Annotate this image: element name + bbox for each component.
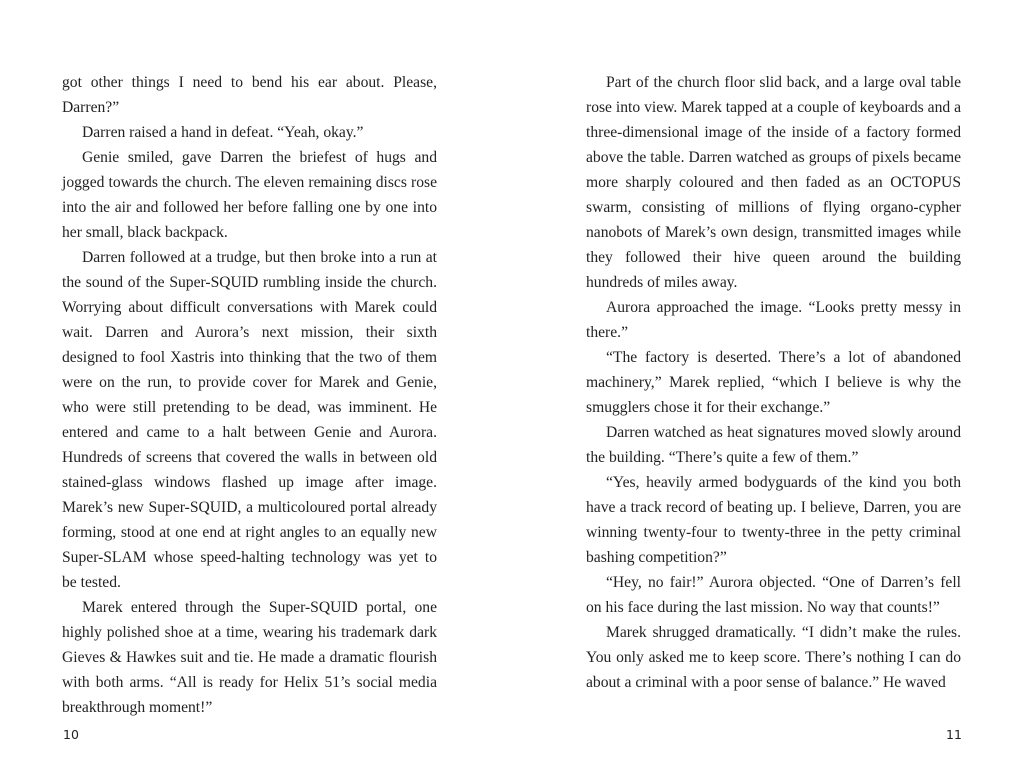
paragraph: got other things I need to bend his ear about. Please, Darren?” [62, 74, 437, 116]
page-number-right: 11 [946, 727, 962, 742]
paragraph: “Yes, heavily armed bodyguards of the kind you both have a track record of beating up. I believe, Darren, you are winning twenty-four to twenty-three in the petty criminal bashing competition?” [586, 474, 961, 566]
left-page [62, 70, 437, 720]
paragraph: Part of the church floor slid back, and a large oval table rose into view. Marek tapped at a couple of keyboards and a three-dimensional image of the inside of a factory formed above the table. Darren watched as groups of pixels became more sharply coloured and then faded as an OCTOPUS swarm, consisting of millions of flying organo-cypher nanobots of Marek’s own design, transmitted images while they followed their hive queen around the building hundreds of miles away. [586, 74, 961, 291]
paragraph: Aurora approached the image. “Looks pretty messy in there.” [586, 299, 961, 341]
paragraph: “Hey, no fair!” Aurora objected. “One of Darren’s fell on his face during the last mission. No way that counts!” [586, 574, 961, 616]
right-page-text [586, 70, 961, 695]
paragraph: Marek entered through the Super-SQUID portal, one highly polished shoe at a time, wearing his trademark dark Gieves & Hawkes suit and tie. He made a dramatic flourish with both arms. “All is ready for Helix 51’s social media breakthrough moment!” [62, 599, 437, 716]
paragraph: Darren followed at a trudge, but then broke into a run at the sound of the Super-SQUID rumbling inside the church. Worrying about difficult conversations with Marek could wait. Darren and Aurora’s next mission, their sixth designed to fool Xastris into thinking that the two of them were on the run, to provide cover for Marek and Genie, who were still pretending to be dead, was imminent. He entered and came to a halt between Genie and Aurora. Hundreds of screens that covered the walls in between old stained-glass windows flashed up image after image. Marek’s new Super-SQUID, a multicoloured portal already forming, stood at one end at right angles to an equally new Super-SLAM whose speed-halting technology was yet to be tested. [62, 249, 437, 591]
right-page [586, 70, 961, 695]
paragraph: Genie smiled, gave Darren the briefest of hugs and jogged towards the church. The eleven remaining discs rose into the air and followed her before falling one by one into her small, black backpack. [62, 149, 437, 241]
page-number-left: 10 [63, 727, 79, 742]
paragraph: Darren watched as heat signatures moved slowly around the building. “There’s quite a few of them.” [586, 424, 961, 466]
paragraph: Marek shrugged dramatically. “I didn’t make the rules. You only asked me to keep score. There’s nothing I can do about a criminal with a poor sense of balance.” He waved [586, 624, 961, 691]
paragraph: Darren raised a hand in defeat. “Yeah, okay.” [82, 124, 364, 141]
left-page-text [62, 70, 437, 720]
paragraph: “The factory is deserted. There’s a lot of abandoned machinery,” Marek replied, “which I believe is why the smugglers chose it for their exchange.” [586, 349, 961, 416]
